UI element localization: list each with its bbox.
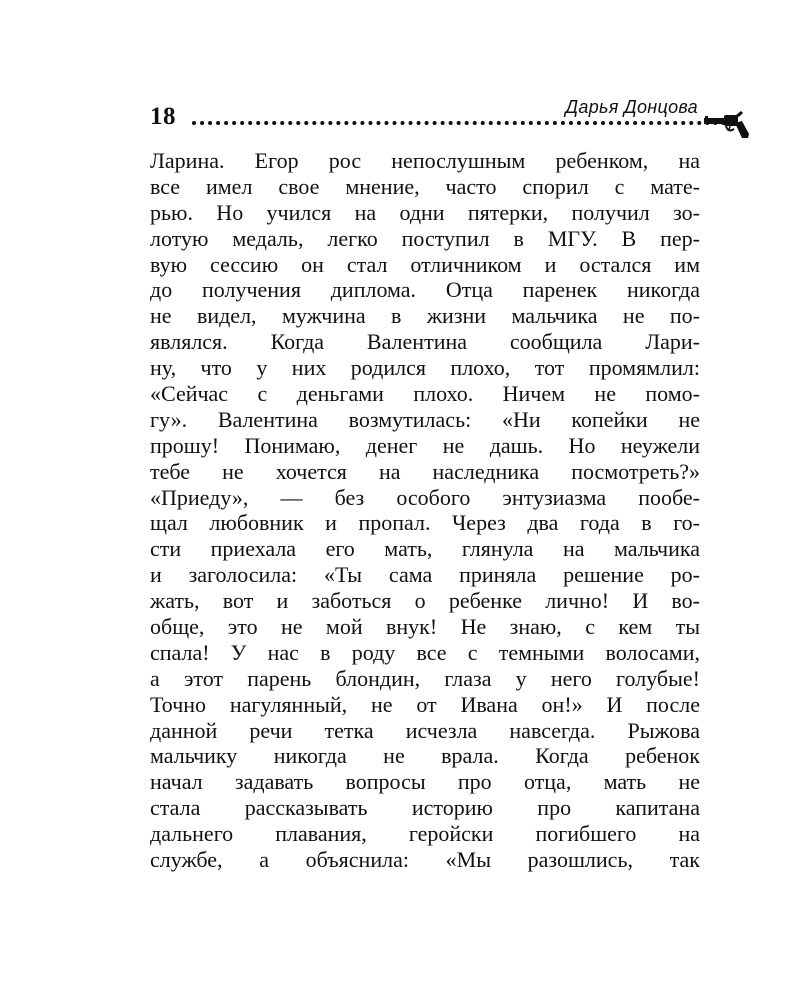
text-line: все имел свое мнение, часто спорил с мате- (150, 173, 700, 199)
text-line: лотую медаль, легко поступил в МГУ. В пер- (150, 225, 700, 251)
text-line: «Приеду», — без особого энтузиазма пообе- (150, 484, 700, 510)
text-line: жать, вот и заботься о ребенке лично! И во- (150, 588, 700, 614)
text-line: гу». Валентина возмутилась: «Ни копейки не (150, 406, 700, 432)
text-line: начал задавать вопросы про отца, мать не (150, 769, 700, 795)
revolver-icon (704, 110, 750, 140)
text-line: рью. Но учился на одни пятерки, получил зо- (150, 199, 700, 225)
text-line: не видел, мужчина в жизни мальчика не по- (150, 303, 700, 329)
running-header (150, 96, 750, 140)
text-line: ну, что у них родился плохо, тот промямлил: (150, 355, 700, 381)
text-line: данной речи тетка исчезла навсегда. Рыжова (150, 717, 700, 743)
body-text (150, 148, 700, 873)
text-line: стала рассказывать историю про капитана (150, 795, 700, 821)
text-line: Точно нагулянный, не от Ивана он!» И после (150, 691, 700, 717)
page-number: 18 (150, 103, 176, 130)
text-line: являлся. Когда Валентина сообщила Лари- (150, 329, 700, 355)
text-line: а этот парень блондин, глаза у него голубые! (150, 665, 700, 691)
text-line: прошу! Понимаю, денег не дашь. Но неужели (150, 432, 700, 458)
text-line: Ларина. Егор рос непослушным ребенком, на (150, 148, 700, 173)
text-line: «Сейчас с деньгами плохо. Ничем не помо- (150, 381, 700, 407)
text-line: до получения диплома. Отца паренек никогда (150, 277, 700, 303)
dotted-rule (192, 121, 726, 125)
text-line: обще, это не мой внук! Не знаю, с кем ты (150, 614, 700, 640)
text-line: спала! У нас в роду все с темными волосами, (150, 639, 700, 665)
text-line: щал любовник и пропал. Через два года в го- (150, 510, 700, 536)
text-line: мальчику никогда не врала. Когда ребенок (150, 743, 700, 769)
text-line: сти приехала его мать, глянула на мальчика (150, 536, 700, 562)
text-line: вую сессию он стал отличником и остался им (150, 251, 700, 277)
author-name: Дарья Донцова (565, 97, 698, 117)
text-line: службе, а объяснила: «Мы разошлись, так (150, 847, 700, 873)
text-line: и заголосила: «Ты сама приняла решение ро- (150, 562, 700, 588)
text-line: дальнего плавания, геройски погибшего на (150, 821, 700, 847)
text-line: тебе не хочется на наследника посмотреть?» (150, 458, 700, 484)
